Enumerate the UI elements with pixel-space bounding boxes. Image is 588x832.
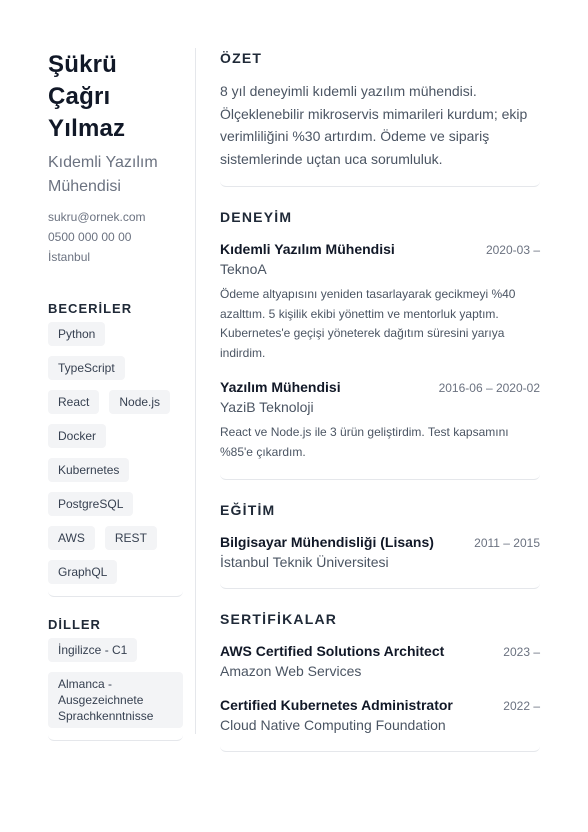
job-title: Kıdemli Yazılım Mühendisi [220,241,395,257]
languages-section [48,617,183,741]
language-chip: Almanca - Ausgezeichnete Sprachkenntnisse [48,672,183,728]
experience-entry [220,377,540,462]
job-description: Ödeme altyapısını yeniden tasarlayarak gecikmeyi %40 azalttım. 5 kişilik ekibi yönettim ve mentorluk yaptım. Kubernetes'e geçişi yöneterek dağıtım süresini yarıya indirdim. [220,287,516,360]
certification-title: Certified Kubernetes Administrator [220,696,453,713]
skill-chip: Kubernetes [48,458,129,482]
skill-chip: Python [48,322,105,346]
certification-issuer: Amazon Web Services [220,662,362,679]
skill-chip: REST [105,526,157,550]
skill-chip: Node.js [109,390,170,414]
certification-entry [220,695,540,735]
education-section [220,500,540,589]
job-description: React ve Node.js ile 3 ürün geliştirdim. Test kapsamını %85'e çıkardım. [220,425,509,459]
job-title: Yazılım Mühendisi [220,379,341,396]
languages-heading: DİLLER [48,617,101,632]
contact-email: sukru@ornek.com [48,210,146,224]
education-heading: EĞİTİM [220,501,276,518]
skill-chip: PostgreSQL [48,492,133,516]
certification-date: 2023 – [503,644,540,659]
skills-list [48,322,183,584]
summary-text: 8 yıl deneyimli kıdemli yazılım mühendisi. Ölçeklenebilir mikroservis mimarileri kurdum; ekip verimliliğini %30 artırdım. Ödeme ve sipariş sistemlerinde uçtan uca sorumluluk. [220,83,528,167]
skill-chip: React [48,390,99,414]
languages-list [48,638,183,728]
summary-heading: ÖZET [220,50,263,66]
column-divider [195,48,196,734]
certification-title: AWS Certified Solutions Architect [220,642,445,659]
main-content [220,48,540,772]
contact-info [48,207,183,267]
degree-title: Bilgisayar Mühendisliği (Lisans) [220,533,434,550]
job-date: 2020-03 – [485,243,540,257]
certification-entry [220,641,540,681]
experience-heading: DENEYİM [220,209,293,225]
person-title: Kıdemli Yazılım Mühendisi [48,154,158,195]
skill-chip: Docker [48,424,106,448]
certifications-heading: SERTİFİKALAR [220,610,338,627]
education-entry [220,532,540,572]
experience-entry [220,239,540,363]
summary-section [220,48,540,187]
language-chip: İngilizce - C1 [48,638,137,662]
company-name: YaziB Teknoloji [220,399,314,416]
company-name: TeknoA [220,261,267,277]
skill-chip: TypeScript [48,356,125,380]
skills-heading: BECERİLER [48,301,133,316]
sidebar [48,48,183,741]
education-date: 2011 – 2015 [474,535,540,550]
certification-date: 2022 – [503,698,540,713]
contact-phone: 0500 000 00 00 [48,230,132,244]
job-date: 2016-06 – 2020-02 [438,381,540,396]
person-name: Şükrü Çağrı Yılmaz [48,51,126,142]
experience-section [220,207,540,480]
skill-chip: AWS [48,526,95,550]
certifications-section [220,609,540,752]
contact-location: İstanbul [48,250,91,264]
certification-issuer: Cloud Native Computing Foundation [220,716,446,733]
school-name: İstanbul Teknik Üniversitesi [220,553,389,570]
skill-chip: GraphQL [48,560,117,584]
skills-section [48,301,183,597]
